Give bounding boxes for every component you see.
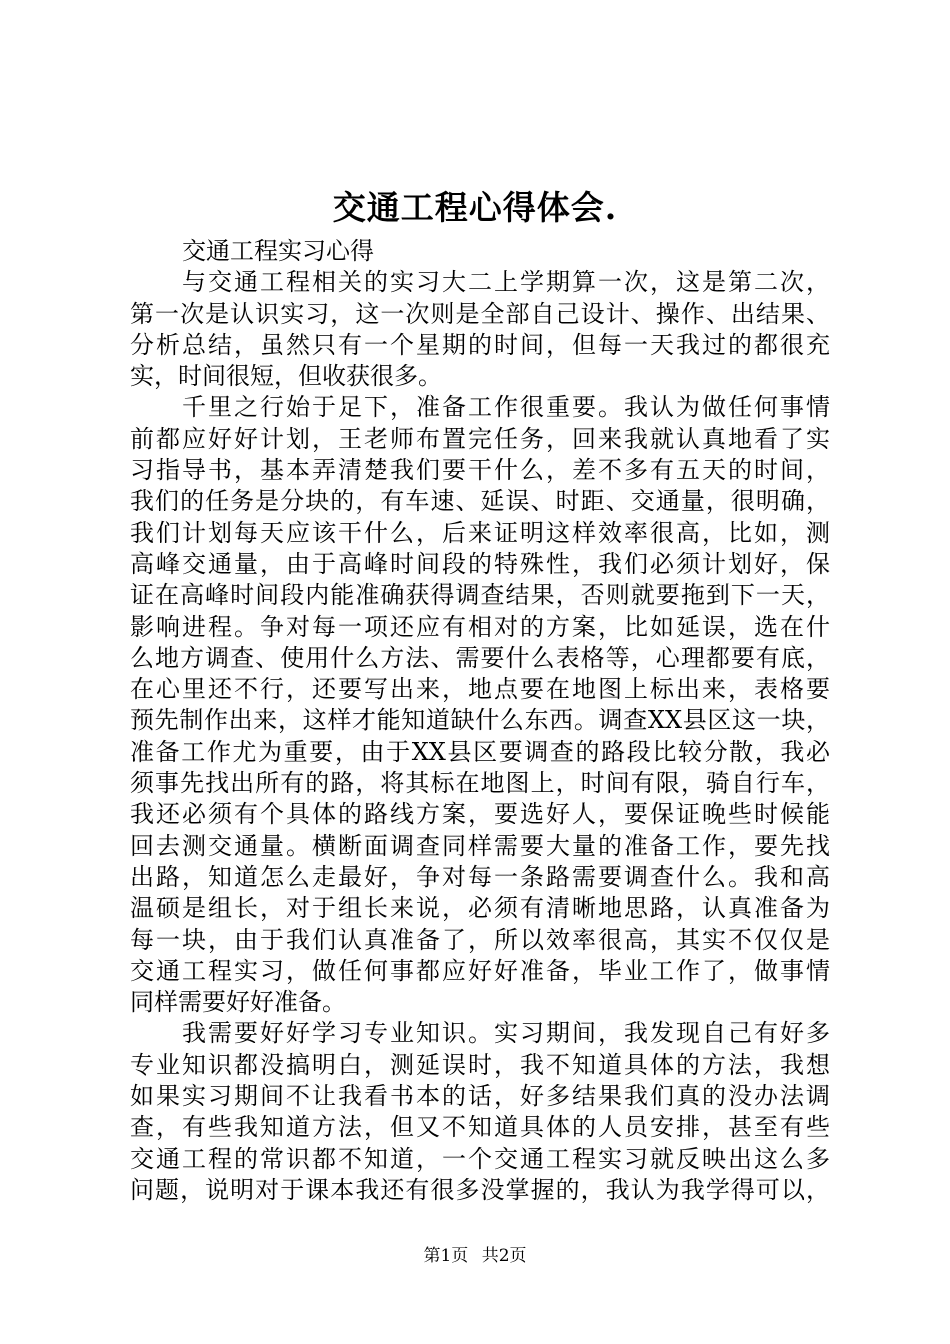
text-line: 问题，说明对于课本我还有很多没掌握的，我认为我学得可以， xyxy=(130,1175,830,1204)
page-total: 共2页 xyxy=(481,1246,527,1266)
text-line: 习指导书，基本弄清楚我们要干什么，差不多有五天的时间， xyxy=(130,456,830,485)
page-number: 第1页 xyxy=(423,1246,469,1266)
text-line: 我们的任务是分块的，有车速、延误、时距、交通量，很明确， xyxy=(130,487,830,516)
document-title: 交通工程心得体会. xyxy=(332,188,618,227)
text-line: 在心里还不行，还要写出来，地点要在地图上标出来，表格要 xyxy=(130,675,830,704)
text-line: 出路，知道怎么走最好，争对每一条路需要调查什么。我和高 xyxy=(130,862,830,891)
text-line: 预先制作出来，这样才能知道缺什么东西。调查XX县区这一块， xyxy=(130,706,830,735)
text-line: 我还必须有个具体的路线方案，要选好人，要保证晚些时候能 xyxy=(130,800,830,829)
page-footer xyxy=(0,1244,950,1268)
text-line: 影响进程。争对每一项还应有相对的方案，比如延误，选在什 xyxy=(130,612,830,641)
text-line: 查，有些我知道方法，但又不知道具体的人员安排，甚至有些 xyxy=(130,1113,830,1142)
text-line: 交通工程实习心得 xyxy=(182,237,374,265)
text-line: 须事先找出所有的路，将其标在地图上，时间有限，骑自行车， xyxy=(130,769,830,798)
text-line: 交通工程实习，做任何事都应好好准备，毕业工作了，做事情 xyxy=(130,956,830,985)
text-line: 证在高峰时间段内能准确获得调查结果，否则就要拖到下一天， xyxy=(130,581,830,610)
text-line: 与交通工程相关的实习大二上学期算一次，这是第二次， xyxy=(182,268,830,297)
text-line: 么地方调查、使用什么方法、需要什么表格等，心理都要有底， xyxy=(130,643,830,672)
text-line: 实，时间很短，但收获很多。 xyxy=(130,362,442,391)
text-line: 第一次是认识实习，这一次则是全部自己设计、操作、出结果、 xyxy=(130,299,830,328)
text-line: 同样需要好好准备。 xyxy=(130,988,346,1017)
text-line: 专业知识都没搞明白，测延误时，我不知道具体的方法，我想 xyxy=(130,1050,830,1079)
text-line: 每一块，由于我们认真准备了，所以效率很高，其实不仅仅是 xyxy=(130,925,830,954)
text-line: 我们计划每天应该干什么，后来证明这样效率很高，比如，测 xyxy=(130,518,830,547)
text-line: 回去测交通量。横断面调查同样需要大量的准备工作，要先找 xyxy=(130,831,830,860)
text-line: 分析总结，虽然只有一个星期的时间，但每一天我过的都很充 xyxy=(130,330,830,359)
text-line: 前都应好好计划，王老师布置完任务，回来我就认真地看了实 xyxy=(130,424,830,453)
document-body xyxy=(130,236,830,1206)
text-line: 温硕是组长，对于组长来说，必须有清晰地思路，认真准备为 xyxy=(130,894,830,923)
text-line: 交通工程的常识都不知道，一个交通工程实习就反映出这么多 xyxy=(130,1144,830,1173)
text-line: 高峰交通量，由于高峰时间段的特殊性，我们必须计划好，保 xyxy=(130,549,830,578)
text-line: 千里之行始于足下，准备工作很重要。我认为做任何事情 xyxy=(182,393,830,422)
text-line: 如果实习期间不让我看书本的话，好多结果我们真的没办法调 xyxy=(130,1082,830,1111)
text-line: 准备工作尤为重要，由于XX县区要调查的路段比较分散，我必 xyxy=(130,737,830,766)
text-line: 我需要好好学习专业知识。实习期间，我发现自己有好多 xyxy=(182,1019,830,1048)
